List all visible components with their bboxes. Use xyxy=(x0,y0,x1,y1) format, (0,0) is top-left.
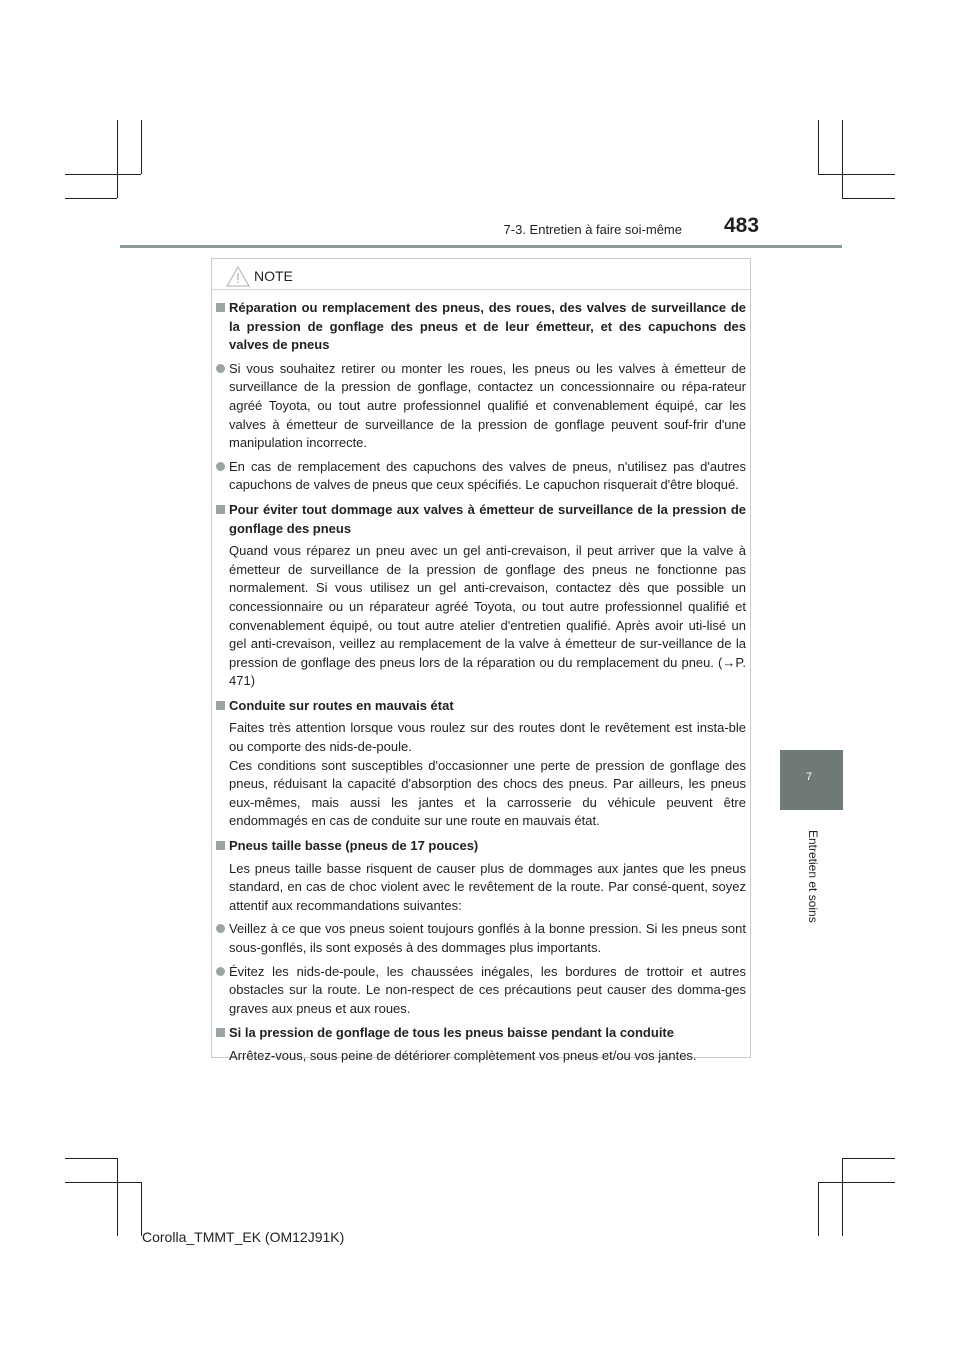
note-box xyxy=(211,258,751,1063)
crop-mark xyxy=(842,1158,895,1159)
warning-triangle-icon xyxy=(226,266,250,287)
section-paragraph: Arrêtez-vous, sous peine de détériorer complètement vos pneus et/ou vos jantes. xyxy=(229,1047,697,1063)
section-heading: Conduite sur routes en mauvais état xyxy=(216,697,746,716)
crop-mark xyxy=(818,1182,895,1183)
document-code: Corolla_TMMT_EK (OM12J91K) xyxy=(142,1229,345,1245)
crop-mark xyxy=(65,198,117,199)
crop-mark xyxy=(141,120,142,174)
bullet-item: Si vous souhaitez retirer ou monter les roues, les pneus ou les valves à émetteur de surveillance de la pression de gonflage, contactez un concessionnaire ou répa-rateur agréé Toyota, ou tout autre professionnel qualifié et convenablement équipé, car les valves à émetteur de surveillance de la pression de gonflage peuvent souf-frir d'une manipulation incorrecte. xyxy=(216,360,746,453)
section-paragraph: Faites très attention lorsque vous roulez sur des routes dont le revêtement est insta-ble ou comporte des nids-de-poule. xyxy=(229,720,746,755)
crop-mark xyxy=(842,120,843,198)
square-bullet-icon xyxy=(216,841,225,850)
crop-mark xyxy=(65,1158,117,1159)
section-heading: Si la pression de gonflage de tous les pneus baisse pendant la conduite xyxy=(216,1024,746,1043)
note-content xyxy=(216,299,746,1072)
header-rule xyxy=(120,245,842,248)
page-number: 483 xyxy=(724,214,760,237)
round-bullet-icon xyxy=(216,967,225,976)
square-bullet-icon xyxy=(216,505,225,514)
crop-mark xyxy=(65,1182,141,1183)
crop-mark xyxy=(117,120,118,198)
section-paragraph: Ces conditions sont susceptibles d'occasionner une perte de pression de gonflage des pneus, réduisant la capacité d'absorption des chocs des pneus. Par ailleurs, les pneus eux-mêmes, mais aussi les jantes et la carrosserie du véhicule peuvent être endommagés en cas de conduite sur une route en mauvais état. xyxy=(229,757,746,829)
note-section xyxy=(216,299,746,495)
bullet-item: En cas de remplacement des capuchons des valves de pneus, n'utilisez pas d'autres capuchons de valves de pneus que ceux spécifiés. Le capuchon risquerait d'être bloqué. xyxy=(216,458,746,495)
round-bullet-icon xyxy=(216,364,225,373)
section-heading: Pour éviter tout dommage aux valves à émetteur de surveillance de la pression de gonflage des pneus xyxy=(216,501,746,538)
section-title: 7-3. Entretien à faire soi-même xyxy=(503,222,682,237)
crop-mark xyxy=(65,174,141,175)
bullet-item: Évitez les nids-de-poule, les chaussées inégales, les bordures de trottoir et autres obstacles sur la route. Le non-respect de ces précautions peut causer des domma-ges graves aux pneus et aux roues. xyxy=(216,963,746,1019)
bullet-item: Veillez à ce que vos pneus soient toujours gonflés à la bonne pression. Si les pneus sont sous-gonflés, ils sont exposés à des dommages plus importants. xyxy=(216,920,746,957)
crop-mark xyxy=(842,1158,843,1236)
section-paragraph: Les pneus taille basse risquent de causer plus de dommages aux jantes que les pneus standard, en cas de choc violent avec le revêtement de la route. Par consé-quent, soyez attentif aux recommandations suivantes: xyxy=(229,860,746,913)
round-bullet-icon xyxy=(216,462,225,471)
crop-mark xyxy=(818,1182,819,1236)
crop-mark xyxy=(818,174,895,175)
section-heading: Réparation ou remplacement des pneus, des roues, des valves de surveillance de la pression de gonflage des pneus et de leur émetteur, et des capuchons des valves de pneus xyxy=(216,299,746,355)
note-section xyxy=(216,697,746,831)
note-section xyxy=(216,501,746,691)
square-bullet-icon xyxy=(216,1028,225,1037)
crop-mark xyxy=(117,1158,118,1236)
chapter-label-text: Entretien et soins xyxy=(806,830,820,923)
chapter-label xyxy=(806,830,822,930)
chapter-number: 7 xyxy=(806,771,813,783)
square-bullet-icon xyxy=(216,303,225,312)
note-header xyxy=(226,264,293,288)
note-section xyxy=(216,837,746,1018)
section-heading: Pneus taille basse (pneus de 17 pouces) xyxy=(216,837,746,856)
crop-mark xyxy=(141,1182,142,1236)
note-label: NOTE xyxy=(254,268,293,284)
square-bullet-icon xyxy=(216,701,225,710)
round-bullet-icon xyxy=(216,924,225,933)
crop-mark xyxy=(842,198,895,199)
section-paragraph: Quand vous réparez un pneu avec un gel anti-crevaison, il peut arriver que la valve à émetteur de surveillance de la pression de gonflage des pneus ne fonctionne pas normalement. Si vous utilisez un gel anti-crevaison, contactez dès que possible un concessionnaire ou un réparateur agréé Toyota, ou tout autre professionnel qualifié et convenablement équipé, ou tout autre atelier d'entretien qualifié. Après avoir uti-lisé un gel anti-crevaison, veillez au remplacement de la valve à émetteur de sur-veillance de la pression de gonflage des pneus lors de la réparation ou du remplacement du pneu. (→P. 471) xyxy=(229,543,746,689)
note-header-rule xyxy=(212,289,750,290)
crop-mark xyxy=(818,120,819,174)
note-section xyxy=(216,1024,746,1065)
